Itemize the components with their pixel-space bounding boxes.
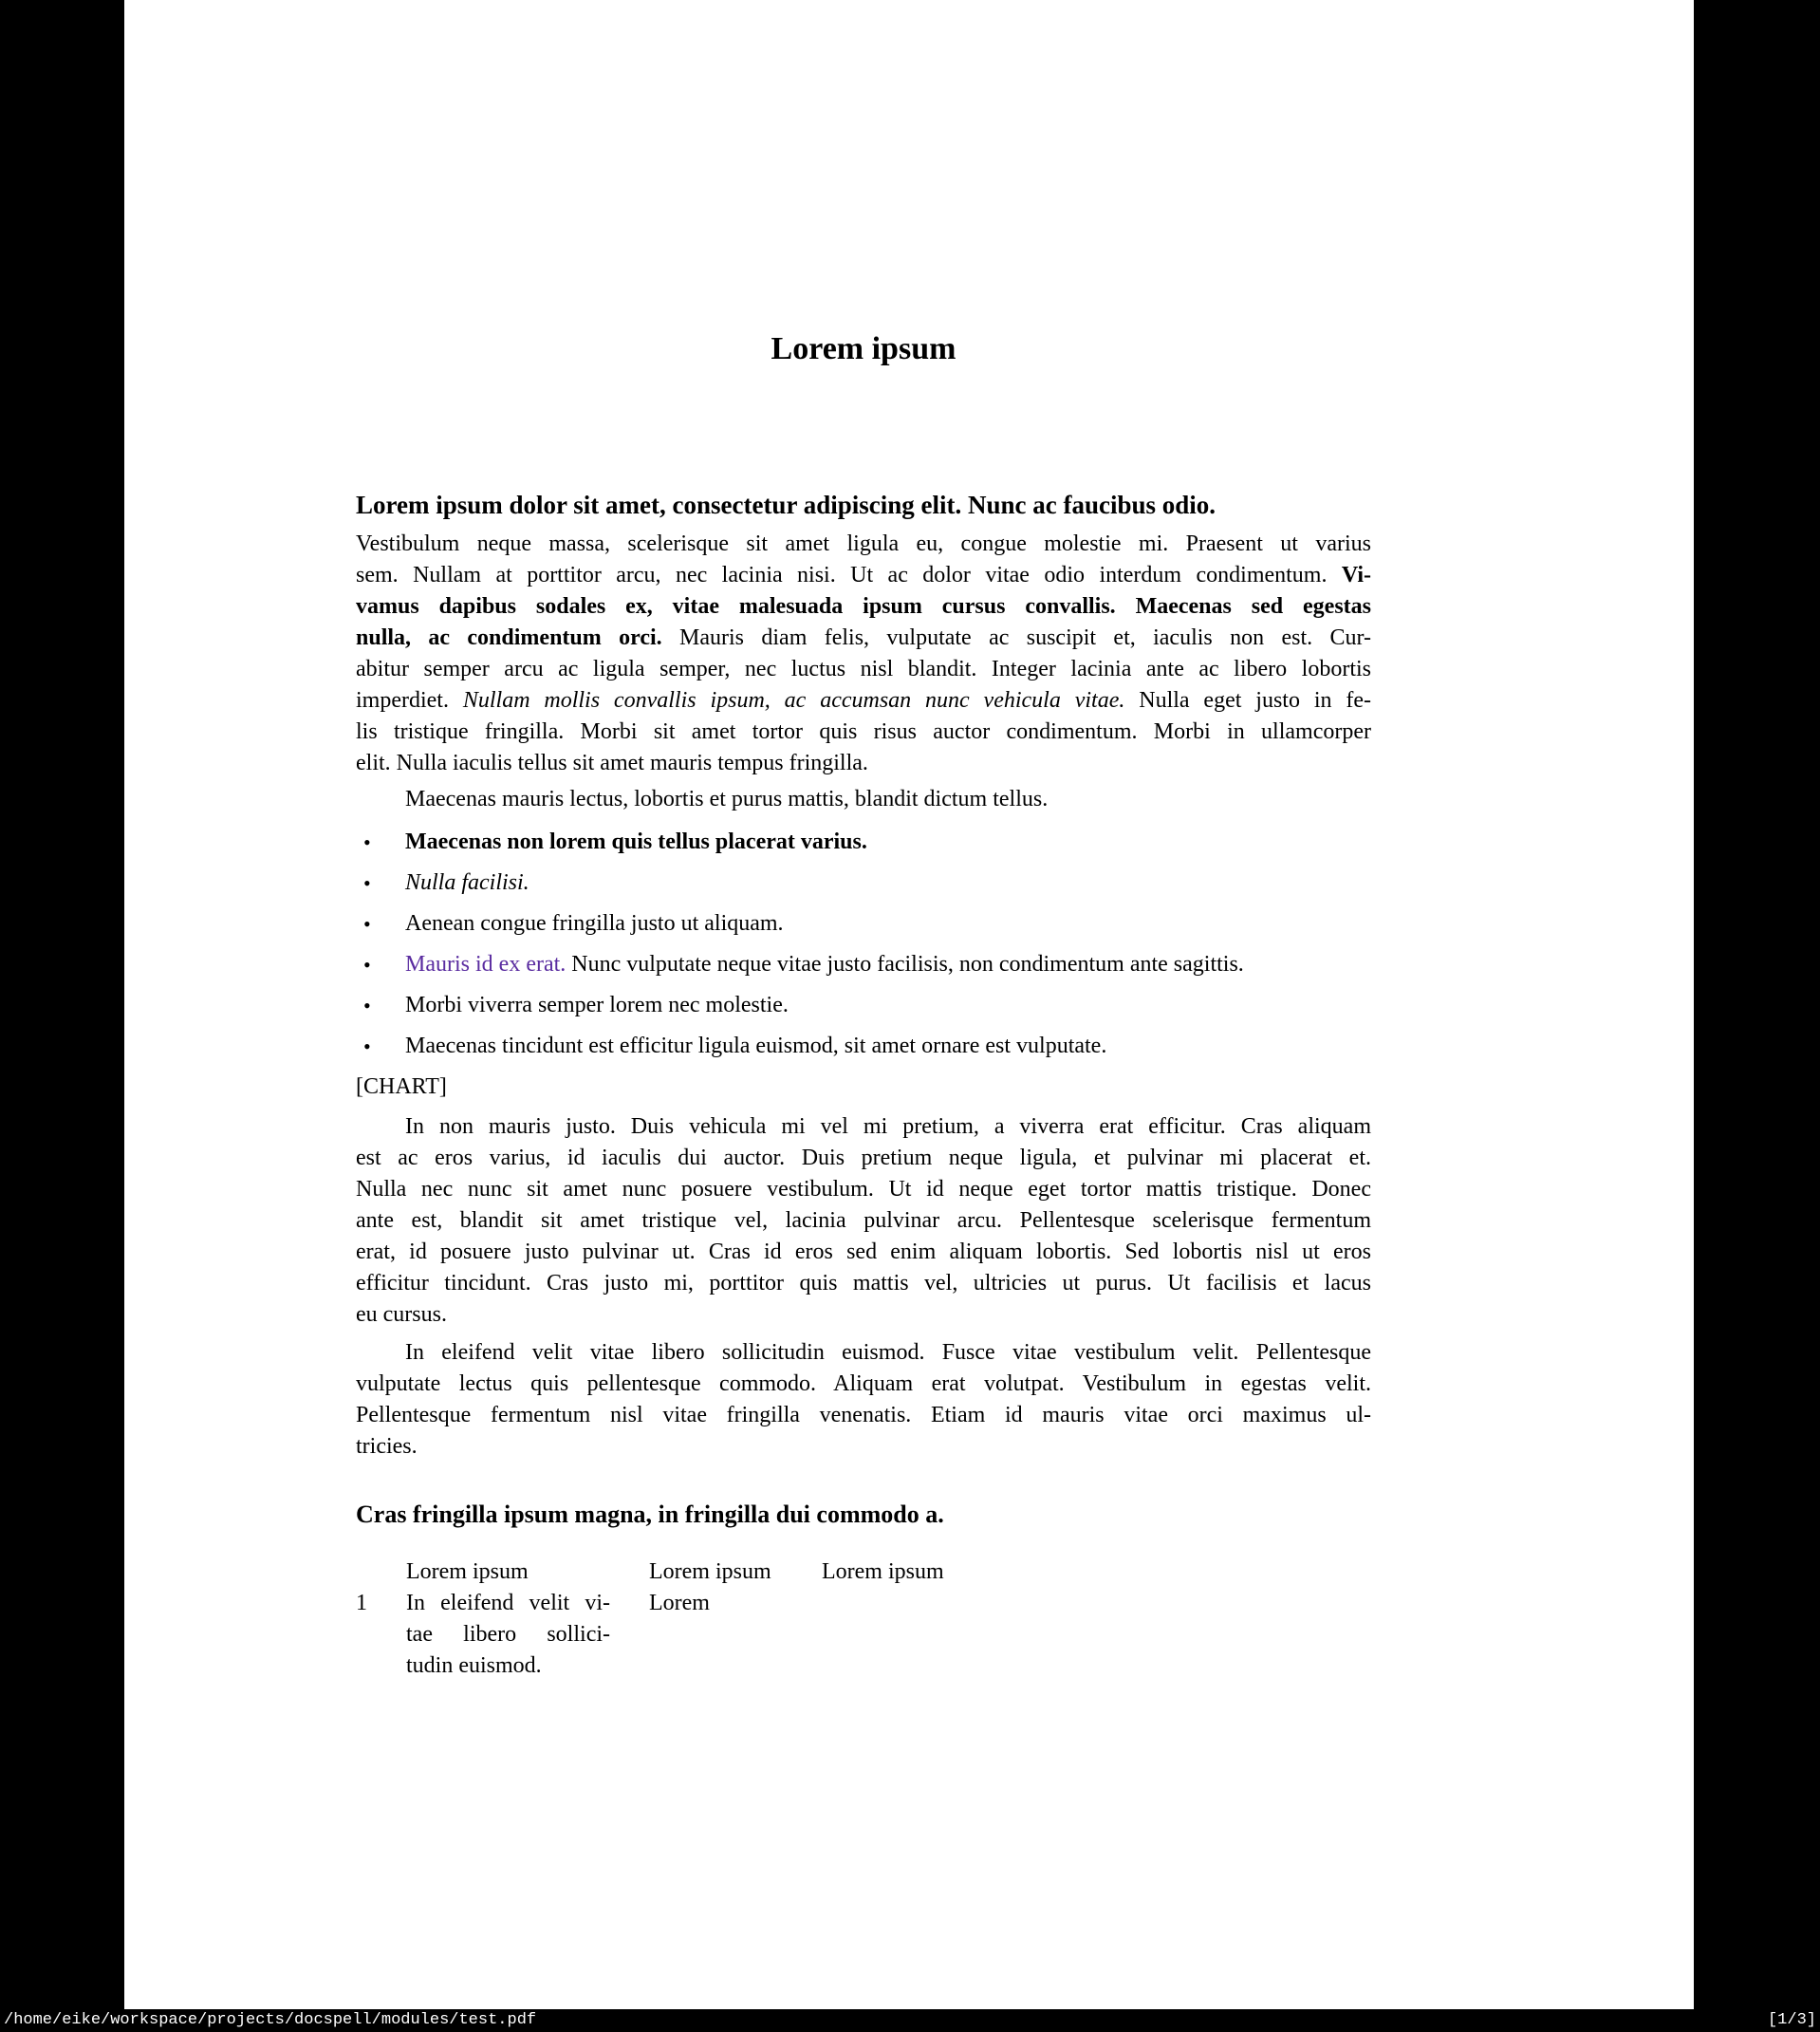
text-run: tudin euismod. — [406, 1653, 542, 1678]
text-run: In eleifend velit vitae libero sollicitudin euismod. Fusce vitae vestibulum velit. Pellentesque — [405, 1340, 1371, 1365]
bullet-item — [356, 908, 1371, 940]
bullet-item — [356, 949, 1371, 980]
table-header-cell: Lorem ipsum — [649, 1559, 771, 1584]
text-run: Nulla facilisi. — [405, 870, 529, 895]
text-line — [356, 591, 1371, 623]
text-run: Vestibulum neque massa, scelerisque sit amet ligula eu, congue molestie mi. Praesent ut varius — [356, 531, 1371, 556]
text-run: ante est, blandit sit amet tristique vel, lacinia pulvinar arcu. Pellentesque scelerisque fermentum — [356, 1208, 1371, 1233]
statusbar-file-path: /home/eike/workspace/projects/docspell/modules/test.pdf — [4, 2011, 537, 2029]
text-run: Nulla eget justo in fe- — [1124, 688, 1372, 713]
text-line — [406, 1619, 610, 1650]
text-run: est ac eros varius, id iaculis dui auctor. Duis pretium neque ligula, et pulvinar mi placerat et. — [356, 1146, 1371, 1170]
text-run: Aenean congue fringilla justo ut aliquam. — [405, 911, 784, 936]
text-run: sem. Nullam at porttitor arcu, nec lacinia nisi. Ut ac dolor vitae odio interdum condimentum. — [356, 563, 1342, 587]
hyperlink-text[interactable]: Mauris id ex erat. — [405, 952, 566, 977]
bullet-text — [405, 952, 1244, 977]
document-title: Lorem ipsum — [771, 331, 956, 366]
text-run: vamus dapibus sodales ex, vitae malesuada ipsum cursus convallis. Maecenas sed egestas — [356, 594, 1371, 619]
paragraph-2 — [356, 1111, 1371, 1331]
statusbar-page-indicator: [1/3] — [1767, 2011, 1816, 2029]
text-line — [356, 654, 1371, 685]
text-run: Nulla nec nunc sit amet nunc posuere vestibulum. Ut id neque eget tortor mattis tristique. Donec — [356, 1177, 1371, 1202]
table-header-row — [356, 1557, 1371, 1588]
bullet-text — [405, 911, 784, 936]
bullet-icon: • — [363, 912, 371, 936]
text-run: In eleifend velit vi- — [406, 1591, 610, 1615]
text-run: erat, id posuere justo pulvinar ut. Cras id eros sed enim aliquam lobortis. Sed lobortis nisl ut eros — [356, 1240, 1371, 1264]
text-run: vulputate lectus quis pellentesque commodo. Aliquam erat volutpat. Vestibulum in egestas velit. — [356, 1371, 1371, 1396]
text-run: Pellentesque fermentum nisl vitae fringilla venenatis. Etiam id mauris vitae orci maximus ul- — [356, 1403, 1371, 1427]
text-run: Vi- — [1341, 563, 1371, 587]
text-run: nulla, ac condimentum orci. — [356, 625, 662, 650]
table-cell-number: 1 — [356, 1591, 367, 1615]
text-run: Morbi viverra semper lorem nec molestie. — [405, 993, 789, 1017]
text-run: Mauris diam felis, vulputate ac suscipit et, iaculis non est. Cur- — [661, 625, 1372, 650]
text-line — [406, 1588, 610, 1619]
text-line — [356, 1111, 1371, 1143]
bullet-item — [356, 1031, 1371, 1062]
text-run: efficitur tincidunt. Cras justo mi, porttitor quis mattis vel, ultricies ut purus. Ut facilisis et lacus — [356, 1271, 1371, 1296]
table-cell: Lorem — [649, 1591, 710, 1615]
text-run: eu cursus. — [356, 1302, 447, 1327]
table-header-cell: Lorem ipsum — [822, 1559, 944, 1584]
text-line — [356, 1143, 1371, 1174]
text-run: elit. Nulla iaculis tellus sit amet mauris tempus fringilla. — [356, 751, 868, 775]
text-run: Nullam mollis convallis ipsum, ac accumsan nunc vehicula vitae. — [462, 688, 1125, 713]
text-line — [406, 1650, 610, 1682]
bullet-text — [405, 1034, 1106, 1058]
text-line — [356, 784, 1371, 815]
bullet-text — [405, 870, 529, 895]
bullet-icon: • — [363, 994, 371, 1017]
chart-placeholder: [CHART] — [356, 1074, 447, 1099]
table-header-cell: Lorem ipsum — [406, 1559, 529, 1584]
text-line — [356, 685, 1371, 717]
bullet-text — [405, 830, 867, 854]
bullet-item — [356, 990, 1371, 1021]
section-heading-2: Cras fringilla ipsum magna, in fringilla dui commodo a. — [356, 1501, 944, 1528]
paragraph-3 — [356, 1337, 1371, 1463]
text-line — [356, 1205, 1371, 1237]
bullet-icon: • — [363, 1035, 371, 1058]
bullet-list — [356, 827, 1371, 1062]
text-run: imperdiet. — [356, 688, 463, 713]
text-line — [356, 1237, 1371, 1268]
text-line — [356, 1431, 1371, 1463]
statusbar — [0, 2009, 1820, 2032]
text-line — [356, 623, 1371, 654]
text-line — [356, 748, 1371, 779]
bullet-item — [356, 827, 1371, 858]
table-row — [356, 1588, 1371, 1682]
table-cell — [406, 1588, 649, 1682]
text-line — [356, 1299, 1371, 1331]
bullet-icon: • — [363, 871, 371, 895]
section-heading-1: Lorem ipsum dolor sit amet, consectetur adipiscing elit. Nunc ac faucibus odio. — [356, 491, 1216, 519]
bullet-item — [356, 867, 1371, 899]
text-run: abitur semper arcu ac ligula semper, nec luctus nisl blandit. Integer lacinia ante ac libero lobortis — [356, 657, 1371, 681]
document-page[interactable] — [124, 0, 1694, 2009]
text-line — [356, 529, 1371, 560]
text-line — [356, 1174, 1371, 1205]
text-run: tae libero sollici- — [406, 1622, 610, 1647]
text-run: lis tristique fringilla. Morbi sit amet tortor quis risus auctor condimentum. Morbi in ullamcorper — [356, 719, 1371, 744]
text-run: Maecenas non lorem quis tellus placerat varius. — [405, 830, 867, 854]
bullet-text — [405, 993, 789, 1017]
text-line — [356, 560, 1371, 591]
bullet-icon: • — [363, 953, 371, 977]
bullet-icon: • — [363, 830, 371, 854]
text-run: In non mauris justo. Duis vehicula mi vel mi pretium, a viverra erat efficitur. Cras aliquam — [405, 1114, 1371, 1139]
text-line — [356, 1369, 1371, 1400]
standalone-paragraph — [356, 784, 1371, 815]
text-run: Maecenas tincidunt est efficitur ligula euismod, sit amet ornare est vulputate. — [405, 1034, 1107, 1058]
paragraph-1 — [356, 529, 1371, 779]
text-line — [356, 717, 1371, 748]
text-run: Nunc vulputate neque vitae justo facilisis, non condimentum ante sagittis. — [566, 952, 1244, 977]
text-line — [356, 1337, 1371, 1369]
text-run: Maecenas mauris lectus, lobortis et purus mattis, blandit dictum tellus. — [405, 787, 1049, 811]
text-run: tricies. — [356, 1434, 418, 1459]
text-line — [356, 1268, 1371, 1299]
text-line — [356, 1400, 1371, 1431]
table — [356, 1557, 1371, 1682]
